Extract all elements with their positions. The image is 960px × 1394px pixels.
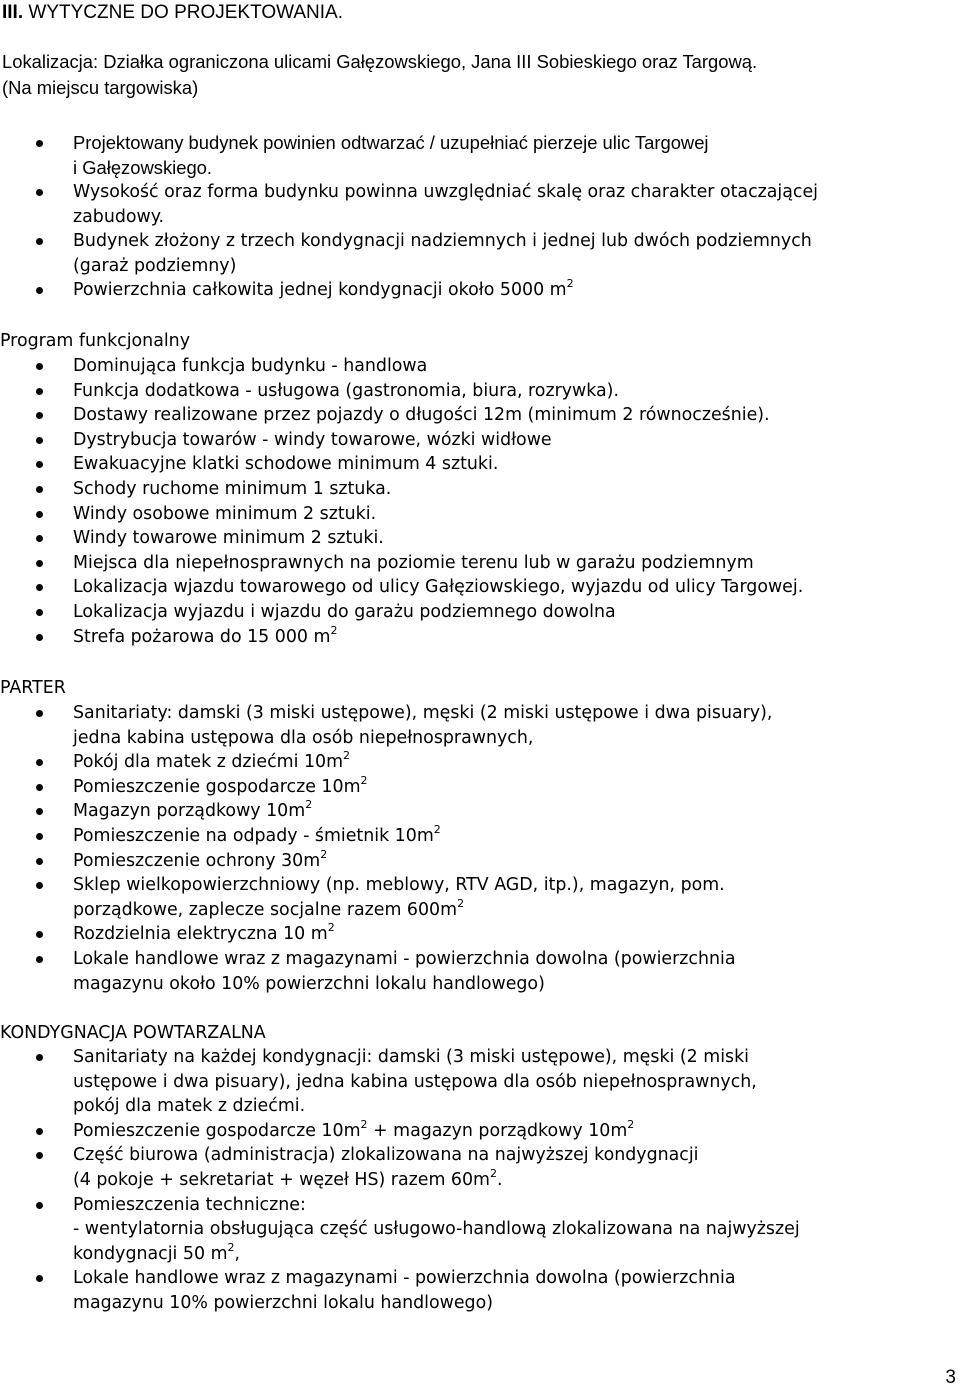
bullet-icon: [36, 189, 43, 196]
bullet-icon: [36, 1128, 43, 1135]
bullet-icon: [36, 784, 43, 791]
list-item: Wysokość oraz forma budynku powinna uwzględniać skalę oraz charakter otaczającej zabudowy.: [0, 180, 945, 229]
list-item: Sanitariaty na każdej kondygnacji: damski (3 miski ustępowe), męski (2 miski ustępowe i dwa pisuary), jedna kabina ustępowa dla osób niepełnosprawnych, pokój dla matek z dziećmi.: [0, 1045, 945, 1119]
general-list-cont: [0, 180, 945, 303]
list-item: Pomieszczenie ochrony $30m^2$: [0, 849, 945, 874]
list-item: Miejsca dla niepełnosprawnych na poziomie terenu lub w garażu podziemnym: [0, 551, 945, 576]
bullet-icon: [36, 140, 43, 147]
bullet-icon: [36, 437, 43, 444]
bullet-icon: [36, 609, 43, 616]
parter-list: [0, 701, 945, 996]
bullet-icon: [36, 287, 43, 294]
bullet-icon: [36, 956, 43, 963]
bullet-icon: [36, 486, 43, 493]
bullet-icon: [36, 710, 43, 717]
list-item: Projektowany budynek powinien odtwarzać / uzupełniać pierzeje ulic Targowej i Gałęzowskiego.: [0, 130, 945, 180]
list-item: Sanitariaty: damski (3 miski ustępowe), męski (2 miski ustępowe i dwa pisuary), jedna kabina ustępowa dla osób niepełnosprawnych,: [0, 701, 945, 750]
list-item: Lokale handlowe wraz z magazynami - powierzchnia dowolna (powierzchnia magazynu 10% powierzchni lokalu handlowego): [0, 1266, 945, 1315]
parter-title: PARTER: [0, 678, 66, 698]
list-item: Funkcja dodatkowa - usługowa (gastronomia, biura, rozrywka).: [0, 379, 945, 404]
location-line: Lokalizacja: Działka ograniczona ulicami Gałęzowskiego, Jana III Sobieskiego oraz Targową.: [2, 51, 758, 72]
page-number: 3: [945, 1367, 956, 1388]
list-item: Pokój dla matek z dziećmi $10m^2$: [0, 750, 945, 775]
list-item: Ewakuacyjne klatki schodowe minimum 4 sztuki.: [0, 452, 945, 477]
list-item: Sklep wielkopowierzchniowy (np. meblowy, RTV AGD, itp.), magazyn, pom. porządkowe, zaplecze socjalne razem $600m^2$: [0, 873, 945, 922]
section-title: WYTYCZNE DO PROJEKTOWANIA.: [28, 2, 343, 23]
bullet-icon: [36, 1054, 43, 1061]
list-item: Lokalizacja wyjazdu i wjazdu do garażu podziemnego dowolna: [0, 600, 945, 625]
bullet-icon: [36, 759, 43, 766]
list-item: Pomieszczenie na odpady - śmietnik $10m^2$: [0, 824, 945, 849]
list-item: Dystrybucja towarów - windy towarowe, wózki widłowe: [0, 428, 945, 453]
section-heading: [2, 0, 343, 26]
list-item: Dominująca funkcja budynku - handlowa: [0, 354, 945, 379]
list-item: Pomieszczenia techniczne: - wentylatornia obsługująca część usługowo-handlową zlokalizowana na najwyższej kondygnacji 50 $m^2$,: [0, 1193, 945, 1267]
location-paragraph: [2, 49, 757, 101]
bullet-icon: [36, 1152, 43, 1159]
program-list: [0, 354, 945, 649]
general-list: [0, 130, 945, 180]
bullet-icon: [36, 1202, 43, 1209]
bullet-icon: [36, 1275, 43, 1282]
bullet-icon: [36, 535, 43, 542]
repeat-floor-title: KONDYGNACJA POWTARZALNA: [0, 1023, 266, 1043]
list-item: Pomieszczenie gospodarcze $10m^2$: [0, 775, 945, 800]
program-title: Program funkcjonalny: [0, 331, 190, 351]
list-item: Powierzchnia całkowita jednej kondygnacji około 5000 $m^2$: [0, 278, 945, 303]
bullet-icon: [36, 388, 43, 395]
bullet-icon: [36, 634, 43, 641]
list-item: Rozdzielnia elektryczna 10 $m^2$: [0, 922, 945, 947]
bullet-icon: [36, 238, 43, 245]
list-item: Schody ruchome minimum 1 sztuka.: [0, 477, 945, 502]
list-item: Lokale handlowe wraz z magazynami - powierzchnia dowolna (powierzchnia magazynu około 10% powierzchni lokalu handlowego): [0, 947, 945, 996]
list-item: Windy towarowe minimum 2 sztuki.: [0, 526, 945, 551]
bullet-icon: [36, 882, 43, 889]
list-item: Windy osobowe minimum 2 sztuki.: [0, 502, 945, 527]
bullet-icon: [36, 931, 43, 938]
location-note: (Na miejscu targowiska): [2, 77, 199, 98]
list-item: Pomieszczenie gospodarcze $10m^2$ + magazyn porządkowy $10m^2$: [0, 1119, 945, 1144]
bullet-icon: [36, 833, 43, 840]
repeat-floor-list: [0, 1045, 945, 1316]
section-number: III.: [2, 2, 24, 23]
bullet-icon: [36, 412, 43, 419]
bullet-icon: [36, 858, 43, 865]
bullet-icon: [36, 511, 43, 518]
list-item: Budynek złożony z trzech kondygnacji nadziemnych i jednej lub dwóch podziemnych (garaż podziemny): [0, 229, 945, 278]
list-item: Magazyn porządkowy $10m^2$: [0, 799, 945, 824]
bullet-icon: [36, 560, 43, 567]
bullet-icon: [36, 584, 43, 591]
list-item: Lokalizacja wjazdu towarowego od ulicy Gałęziowskiego, wyjazdu od ulicy Targowej.: [0, 575, 945, 600]
bullet-icon: [36, 461, 43, 468]
list-item: Strefa pożarowa do 15 000 $m^2$: [0, 625, 945, 650]
list-item: Dostawy realizowane przez pojazdy o długości 12m (minimum 2 równocześnie).: [0, 403, 945, 428]
bullet-icon: [36, 363, 43, 370]
bullet-icon: [36, 808, 43, 815]
list-item: Część biurowa (administracja) zlokalizowana na najwyższej kondygnacji (4 pokoje + sekretariat + węzeł HS) razem $60m^2$.: [0, 1143, 945, 1192]
